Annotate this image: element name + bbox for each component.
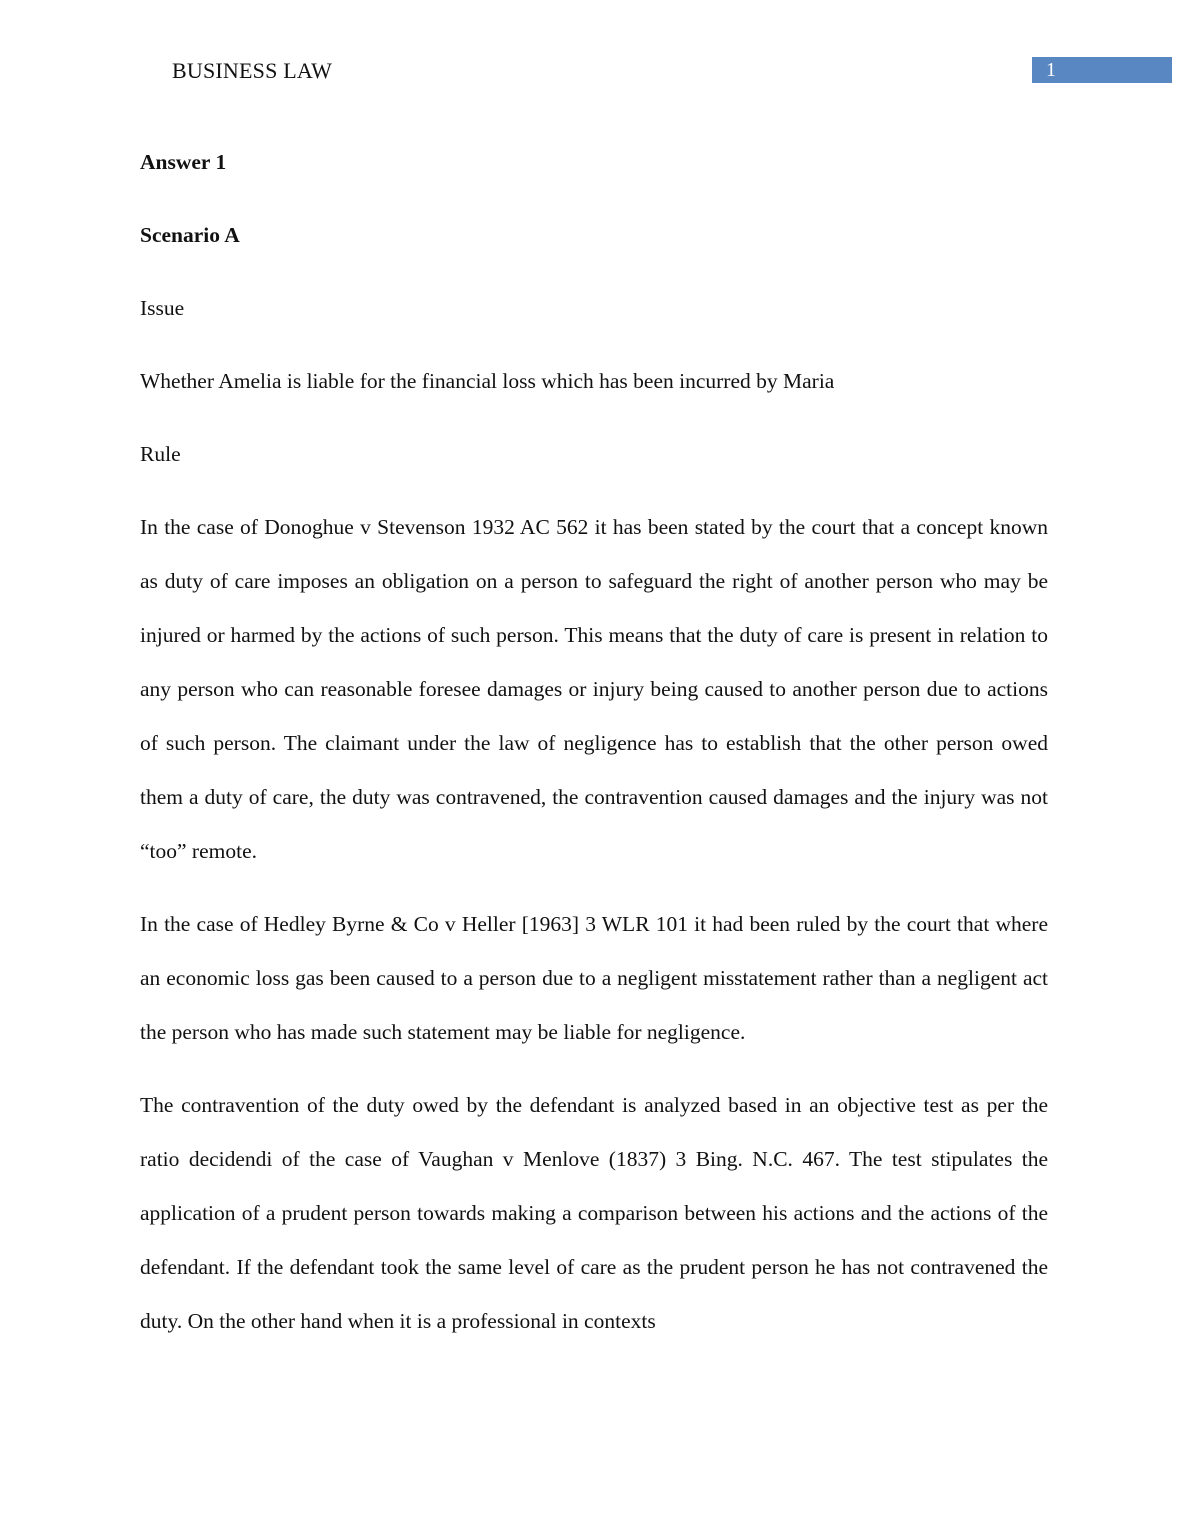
running-header-title: BUSINESS LAW <box>172 58 333 83</box>
scenario-heading: Scenario A <box>140 223 240 247</box>
issue-text: Whether Amelia is liable for the financial loss which has been incurred by Maria <box>140 369 835 393</box>
rule-paragraph-1: In the case of Donoghue v Stevenson 1932 AC 562 it has been stated by the court that a concept known as duty of care imposes an obligation on a person to safeguard the right of another person who may be injured or harmed by the actions of such person. This means that the duty of care is present in relation to any person who can reasonable foresee damages or injury being caused to another person due to actions of such person. The claimant under the law of negligence has to establish that the other person owed them a duty of care, the duty was contravened, the contravention caused damages and the injury was not “too” remote. <box>140 515 1048 863</box>
rule-paragraph-3: The contravention of the duty owed by the defendant is analyzed based in an objective test as per the ratio decidendi of the case of Vaughan v Menlove (1837) 3 Bing. N.C. 467. The test stipulates the application of a prudent person towards making a comparison between his actions and the actions of the defendant. If the defendant took the same level of care as the prudent person he has not contravened the duty. On the other hand when it is a professional in contexts <box>140 1093 1048 1333</box>
rule-paragraph-2: In the case of Hedley Byrne & Co v Heller [1963] 3 WLR 101 it had been ruled by the court that where an economic loss gas been caused to a person due to a negligent misstatement rather than a negligent act the person who has made such statement may be liable for negligence. <box>140 912 1048 1044</box>
rule-label: Rule <box>140 442 181 466</box>
issue-label: Issue <box>140 296 185 320</box>
page-number-badge <box>1032 57 1172 83</box>
answer-heading: Answer 1 <box>140 150 227 174</box>
page-number: 1 <box>1046 59 1056 81</box>
document-body <box>140 135 1048 1367</box>
